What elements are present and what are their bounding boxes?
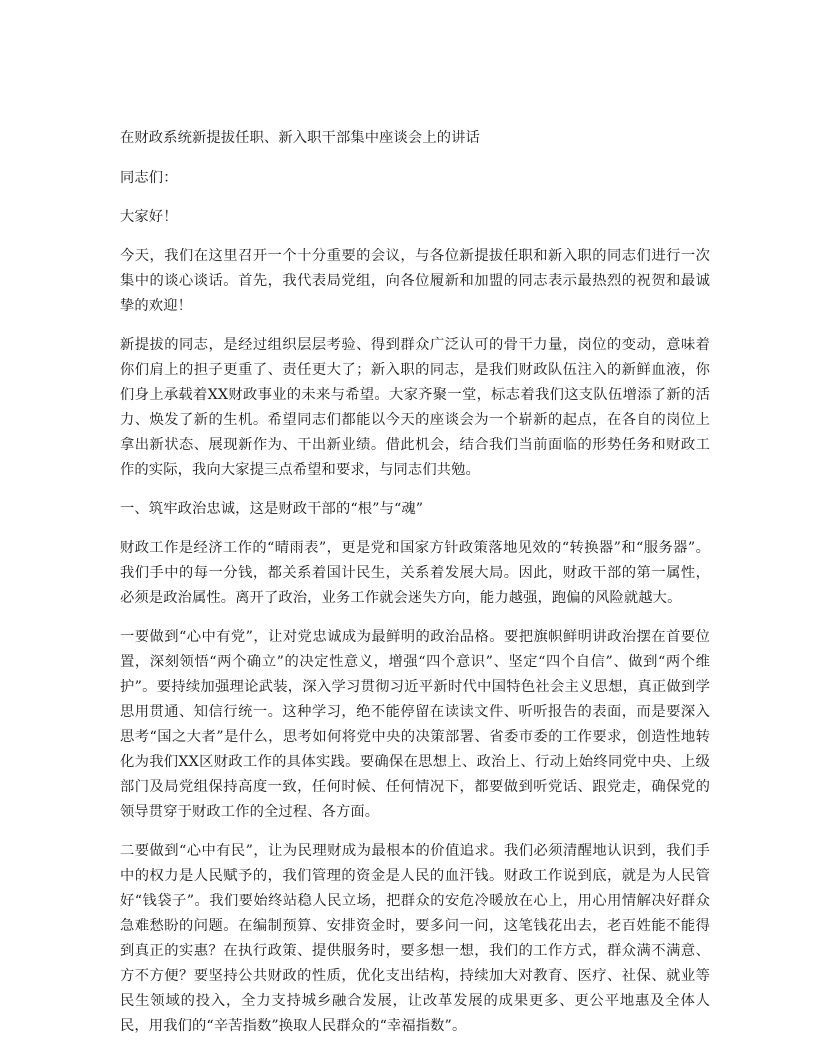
salutation: 同志们： — [120, 170, 178, 186]
paragraph-intro: 新提拔的同志，是经过组织层层考验、得到群众广泛认可的骨干力量，岗位的变动，意味着你们肩上的担子更重了、责任更大了；新入职的同志，是我们财政队伍注入的新鲜血液，你们身上承载着XX财政事业的未来与希望。大家齐聚一堂，标志着我们这支队伍增添了新的活力、焕发了新的生机。希望同志们都能以今天的座谈会为一个崭新的起点，在各自的岗位上拿出新状态、展现新作为、干出新业绩。借此机会，结合我们当前面临的形势任务和财政工作的实际，我向大家提三点希望和要求，与同志们共勉。 — [120, 337, 710, 478]
paragraph-political-attribute: 财政工作是经济工作的“晴雨表”，更是党和国家方针政策落地见效的“转换器”和“服务器”。我们手中的每一分钱，都关系着国计民生，关系着发展大局。因此，财政干部的第一属性，必须是政治属性。离开了政治，业务工作就会迷失方向，能力越强，跑偏的风险就越大。 — [120, 540, 710, 606]
greeting: 大家好！ — [120, 209, 178, 225]
document-title: 在财政系统新提拔任职、新入职干部集中座谈会上的讲话 — [120, 130, 480, 146]
section-heading-1: 一、筑牢政治忠诚，这是财政干部的“根”与“魂” — [120, 501, 424, 517]
paragraph-loyalty-to-party: 一要做到“心中有党”，让对党忠诚成为最鲜明的政治品格。要把旗帜鲜明讲政治摆在首要位置，深刻领悟“两个确立”的决定性意义，增强“四个意识”、坚定“四个自信”、做到“两个维护”。要持续加强理论武装，深入学习贯彻习近平新时代中国特色社会主义思想，真正做到学思用贯通、知信行统一。这种学习，绝不能停留在读读文件、听听报告的表面，而是要深入思考“国之大者”是什么，思考如何将党中央的决策部署、省委市委的工作要求，创造性地转化为我们XX区财政工作的具体实践。要确保在思想上、政治上、行动上始终同党中央、上级部门及局党组保持高度一致，任何时候、任何情况下，都要做到听党话、跟党走，确保党的领导贯穿于财政工作的全过程、各方面。 — [120, 629, 710, 820]
document-page — [120, 126, 710, 1053]
paragraph-opening: 今天，我们在这里召开一个十分重要的会议，与各位新提拔任职和新入职的同志们进行一次集中的谈心谈话。首先，我代表局党组，向各位履新和加盟的同志表示最热烈的祝贺和最诚挚的欢迎！ — [120, 248, 710, 314]
paragraph-serve-people: 二要做到“心中有民”，让为民理财成为最根本的价值追求。我们必须清醒地认识到，我们手中的权力是人民赋予的，我们管理的资金是人民的血汗钱。财政工作说到底，就是为人民管好“钱袋子”。我们要始终站稳人民立场，把群众的安危冷暖放在心上，用心用情解决好群众急难愁盼的问题。在编制预算、安排资金时，要多问一问，这笔钱花出去，老百姓能不能得到真正的实惠？在执行政策、提供服务时，要多想一想，我们的工作方式，群众满不满意、方不方便？要坚持公共财政的性质，优化支出结构，持续加大对教育、医疗、社保、就业等民生领域的投入，全力支持城乡融合发展，让改革发展的成果更多、更公平地惠及全体人民，用我们的“辛苦指数”换取人民群众的“幸福指数”。 — [120, 843, 710, 1034]
